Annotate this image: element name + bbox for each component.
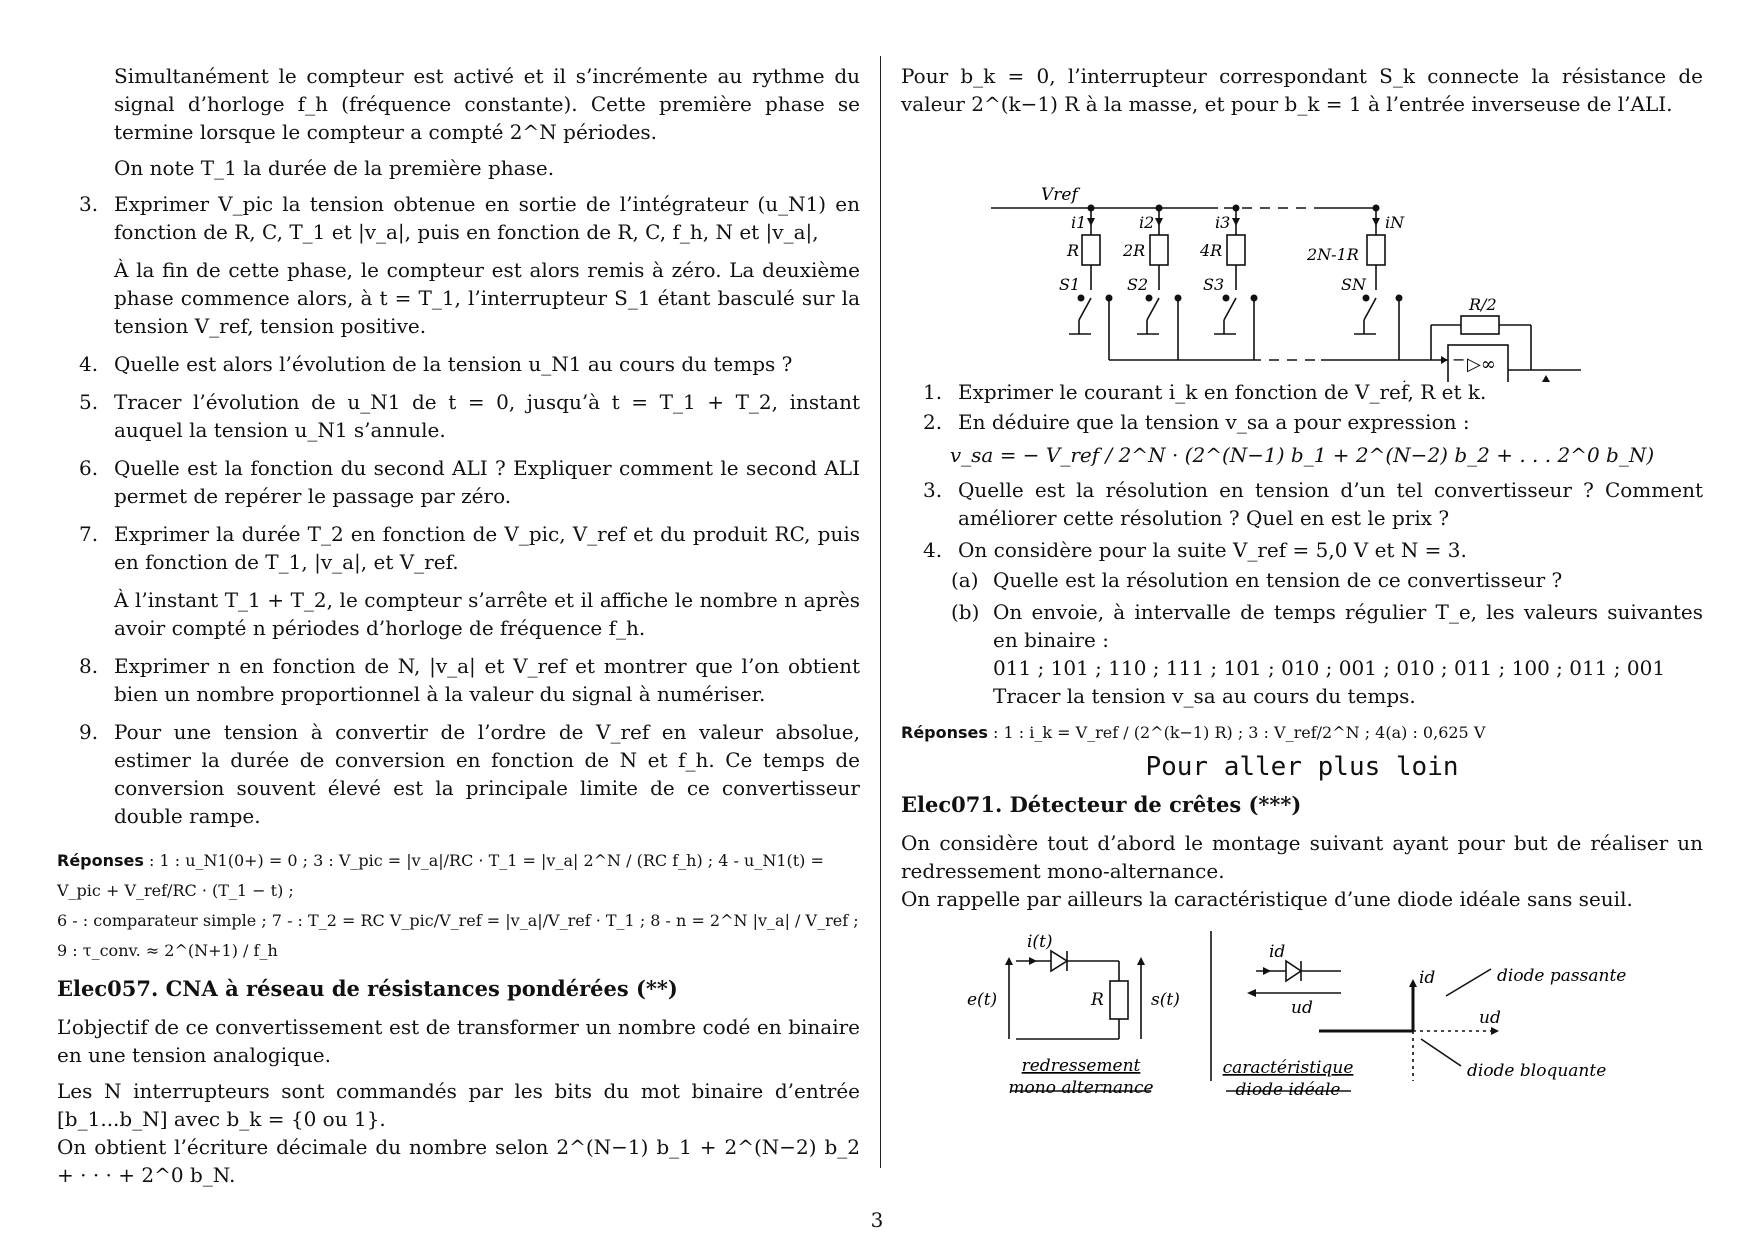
id-label: id [1269,942,1286,962]
intro-paragraph: Simultanément le compteur est activé et il s’incrémente au rythme du signal d’horloge f_h (fréquence constante). Cette première phase se termine lorsque le compteur a compté 2^N périodes. [114,64,860,144]
subquestion-label: (b) [951,600,980,624]
opamp-symbol: ▷∞ [1467,354,1496,375]
it-label: i(t) [1027,932,1053,952]
question-text: Pour une tension à convertir de l’ordre de V_ref en valeur absolue, estimer la durée de conversion en fonction de N et f_h. Ce temps de conversion souvent élevé est la principale limite de ce convertisseur double rampe. [114,720,860,828]
intro-paragraph: On note T_1 la durée de la première phase. [114,156,555,180]
question-number: 2. [923,410,943,434]
feedback-resistor [1461,316,1499,334]
answers-text: : 1 : i_k = V_ref / (2^(k−1) R) ; 3 : V_ref/2^N ; 4(a) : 0,625 V [987,723,1486,742]
body-paragraph: On obtient l’écriture décimale du nombre selon 2^(N−1) b_1 + 2^(N−2) b_2 + · · · + 2^0 b_N. [57,1135,860,1187]
question-item [57,586,860,642]
answers-text: : 1 : u_N1(0+) = 0 ; 3 : V_pic = |v_a|/RC · T_1 = |v_a| 2^N / (RC f_h) ; 4 - u_N1(t) = V_pic + V_ref/RC · (T_1 − t) ; [57,851,824,900]
diode-blocked-label: diode bloquante [1467,1061,1607,1081]
question-item [57,718,860,830]
trace-instruction: Tracer la tension v_sa au cours du temps. [993,684,1416,708]
column-divider [880,56,881,1168]
question-text: Quelle est la résolution en tension d’un tel convertisseur ? Comment améliorer cette résolution ? Quel en est le prix ? [958,478,1703,530]
opamp-minus: − [1452,350,1466,369]
caption-characteristic-1: caractéristique [1222,1058,1354,1078]
current-label: i2 [1139,213,1155,232]
right-column [901,62,1703,1115]
question-item [57,256,860,340]
answers-line [57,906,860,966]
question-item [901,378,1703,406]
question-item [57,454,860,510]
question-text: Quelle est la fonction du second ALI ? Expliquer comment le second ALI permet de repérer le passage par zéro. [114,456,860,508]
resistor-label: 2N-1R [1307,245,1359,264]
question-item [57,520,860,576]
ud-axis-label: ud [1479,1008,1501,1028]
subquestion-text: Quelle est la résolution en tension de ce convertisseur ? [993,568,1563,592]
answers-text: 6 - : comparateur simple ; 7 - : T_2 = RC V_pic/V_ref = |v_a|/V_ref · T_1 ; 8 - n = 2^N |v_a| / V_ref ; 9 : τ_conv. ≈ 2^(N+1) / f_h [57,911,859,960]
left-column [57,62,860,1197]
question-number: 8. [79,654,99,678]
diode-passing-label: diode passante [1497,966,1627,986]
binary-values: 011 ; 101 ; 110 ; 111 ; 101 ; 010 ; 001 ; 010 ; 011 ; 100 ; 011 ; 001 [993,656,1666,680]
question-list [57,190,860,830]
further-title: Pour aller plus loin [1145,752,1459,782]
body-paragraph: Les N interrupteurs sont commandés par les bits du mot binaire d’entrée [b_1...b_N] avec b_k = {0 ou 1}. [57,1079,860,1131]
current-label: iN [1385,213,1405,232]
question-text: Tracer l’évolution de u_N1 de t = 0, jusqu’à t = T_1 + T_2, instant auquel la tension u_N1 s’annule. [114,390,860,442]
question-item [57,190,860,246]
question-number: 9. [79,720,99,744]
question-number: 3. [79,192,99,216]
question-number: 5. [79,390,99,414]
question-text: À la fin de cette phase, le compteur est alors remis à zéro. La deuxième phase commence alors, à t = T_1, l’interrupteur S_1 étant basculé sur la tension V_ref, tension positive. [114,258,860,338]
dac-circuit-diagram [901,120,1703,382]
current-label: i3 [1215,213,1231,232]
switch-label: S2 [1127,275,1149,294]
branch-n [1364,208,1385,334]
question-text: Exprimer n en fonction de N, |v_a| et V_ref et montrer que l’on obtient bien un nombre proportionnel à la valeur du signal à numériser. [114,654,860,706]
caption-rectifier-1: redressement [1021,1056,1141,1076]
question-number: 7. [79,522,99,546]
question-number: 6. [79,456,99,480]
question-item [901,536,1703,564]
question-text: On considère pour la suite V_ref = 5,0 V et N = 3. [958,538,1467,562]
st-label: s(t) [1151,990,1180,1010]
rectifier-diagram [901,921,1703,1111]
question-text: À l’instant T_1 + T_2, le compteur s’arrête et il affiche le nombre n après avoir compté n périodes d’horloge de fréquence f_h. [114,588,860,640]
body-paragraph: On considère tout d’abord le montage suivant ayant pour but de réaliser un redressement mono-alternance. [901,831,1703,883]
resistor-r [1110,981,1128,1019]
question-number: 4. [923,538,943,562]
subquestion-text: On envoie, à intervalle de temps régulier T_e, les valeurs suivantes en binaire : [993,600,1703,652]
question-item [57,388,860,444]
section-title: Elec071. Détecteur de crêtes (***) [901,792,1302,817]
et-label: e(t) [967,990,998,1010]
body-paragraph: On rappelle par ailleurs la caractéristique d’une diode idéale sans seuil. [901,887,1633,911]
section-title: Elec057. CNA à réseau de résistances pondérées (**) [57,976,678,1001]
question-text: Exprimer V_pic la tension obtenue en sortie de l’intégrateur (u_N1) en fonction de R, C, T_1 et |v_a|, puis en fonction de R, C, f_h, N et |v_a|, [114,192,860,244]
subquestion [901,566,1703,594]
caption-rectifier-2: mono alternance [1008,1078,1154,1098]
question-number: 3. [923,478,943,502]
subquestion [901,598,1703,710]
switch-label: S1 [1059,275,1081,294]
vsa-formula: v_sa = − V_ref / 2^N · (2^(N−1) b_1 + 2^(N−2) b_2 + . . . 2^0 b_N) [949,443,1655,467]
caption-characteristic-2: diode idéale [1235,1080,1341,1100]
question-text: Exprimer la durée T_2 en fonction de V_pic, V_ref et du produit RC, puis en fonction de T_1, |v_a|, et V_ref. [114,522,860,574]
answers-block [901,718,1703,748]
id-axis-label: id [1419,968,1436,988]
resistor-label: 4R [1200,241,1223,260]
answers-label: Réponses [57,851,144,870]
resistor-label: 2R [1123,241,1146,260]
question-text: En déduire que la tension v_sa a pour expression : [958,410,1470,434]
answers-block [57,846,860,966]
resistor-label: R [1067,241,1080,260]
question-item [901,408,1703,436]
question-item [901,476,1703,532]
answers-label: Réponses [901,723,988,742]
subquestion-label: (a) [951,568,979,592]
question-number: 1. [923,380,943,404]
answers-line [57,846,860,906]
feedback-label: R/2 [1469,295,1497,314]
page-number: 3 [870,1208,884,1232]
r-label: R [1091,990,1104,1010]
vref-label: Vref [1041,185,1078,205]
question-item [57,350,860,378]
question-list [901,378,1703,436]
question-item [57,652,860,708]
question-text: Exprimer le courant i_k en fonction de V_ref, R et k. [958,380,1487,404]
body-paragraph: L’objectif de ce convertissement est de transformer un nombre codé en binaire en une tension analogique. [57,1015,860,1067]
current-label: i1 [1071,213,1087,232]
ud-label: ud [1291,998,1313,1018]
switch-label: SN [1341,275,1366,294]
intro-paragraph: Pour b_k = 0, l’interrupteur correspondant S_k connecte la résistance de valeur 2^(k−1) R à la masse, et pour b_k = 1 à l’entrée inverseuse de l’ALI. [901,64,1703,116]
question-text: Quelle est alors l’évolution de la tension u_N1 au cours du temps ? [114,352,793,376]
question-number: 4. [79,352,99,376]
question-list [901,476,1703,564]
switch-label: S3 [1203,275,1225,294]
